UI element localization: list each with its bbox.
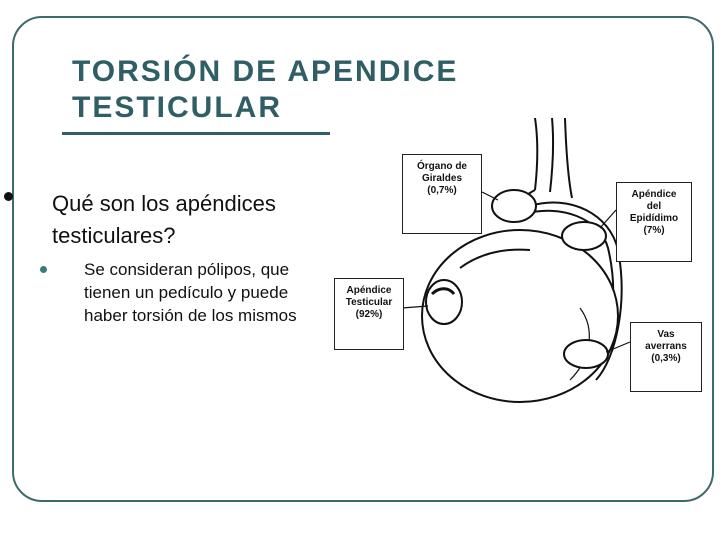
bullet-dot-icon bbox=[40, 266, 47, 273]
bullet-dot-icon bbox=[4, 192, 13, 201]
title-line-2: TESTICULAR bbox=[72, 91, 282, 124]
bullet-level1: Qué son los apéndices testiculares? bbox=[52, 191, 276, 248]
title-line-1: TORSIÓN DE APENDICE bbox=[72, 55, 459, 88]
label-organo-giraldes: Órgano de Giraldes (0,7%) bbox=[402, 154, 482, 234]
label-vas-averrans: Vas averrans (0,3%) bbox=[630, 322, 702, 392]
bullet-level2: Se consideran pólipos, que tienen un pedículo y puede haber torsión de los mismos bbox=[84, 260, 297, 325]
title-underline bbox=[62, 132, 330, 135]
label-apendice-testicular: Apéndice Testicular (92%) bbox=[334, 278, 404, 350]
testis-appendices-diagram bbox=[330, 118, 720, 448]
slide-title bbox=[72, 54, 542, 126]
label-apendice-epididimo: Apéndice del Epidídimo (7%) bbox=[616, 182, 692, 262]
